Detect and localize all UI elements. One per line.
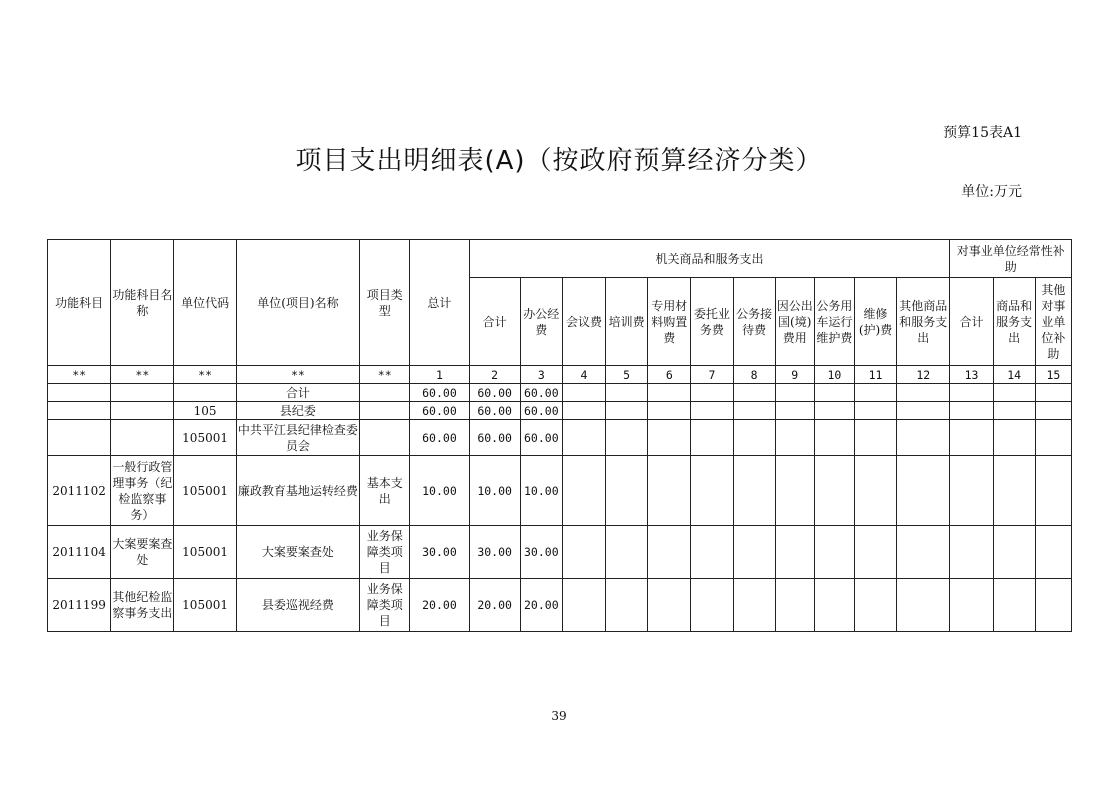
- index-cell: 9: [775, 366, 814, 384]
- index-cell: 6: [648, 366, 691, 384]
- cell-office: 30.00: [520, 526, 562, 579]
- cell-goods-subtotal: 20.00: [469, 579, 520, 632]
- table-row: [48, 579, 1072, 632]
- cell-total: 60.00: [410, 420, 469, 456]
- header-total: 总计: [410, 240, 469, 366]
- header-group-subsidy: 对事业单位经常性补助: [950, 240, 1072, 278]
- index-cell: **: [111, 366, 174, 384]
- index-cell: 12: [897, 366, 950, 384]
- cell-office: 10.00: [520, 456, 562, 526]
- cell-func: 2011104: [48, 526, 111, 579]
- cell-type: [360, 402, 410, 420]
- index-cell: 11: [854, 366, 896, 384]
- cell-name: 县纪委: [236, 402, 359, 420]
- table-row: [48, 526, 1072, 579]
- table-row: [48, 402, 1072, 420]
- cell-func: [48, 420, 111, 456]
- header-goods-col: 公务接待费: [733, 278, 775, 366]
- cell-code: 105001: [174, 420, 236, 456]
- cell-type: 业务保障类项目: [360, 579, 410, 632]
- header-unit-name: 单位(项目)名称: [236, 240, 359, 366]
- index-cell: 13: [950, 366, 993, 384]
- cell-type: [360, 420, 410, 456]
- table-row: [48, 384, 1072, 402]
- cell-code: 105001: [174, 456, 236, 526]
- header-group-goods: 机关商品和服务支出: [469, 240, 950, 278]
- cell-name: 廉政教育基地运转经费: [236, 456, 359, 526]
- index-cell: 15: [1035, 366, 1071, 384]
- header-subsidy-col: 其他对事业单位补助: [1035, 278, 1071, 366]
- index-cell: 14: [993, 366, 1035, 384]
- header-goods-col: 办公经费: [520, 278, 562, 366]
- cell-total: 10.00: [410, 456, 469, 526]
- index-cell: 8: [733, 366, 775, 384]
- cell-type: 业务保障类项目: [360, 526, 410, 579]
- cell-office: 60.00: [520, 420, 562, 456]
- cell-total: 60.00: [410, 402, 469, 420]
- header-subsidy-col: 合计: [950, 278, 993, 366]
- header-func-subject-name: 功能科目名称: [111, 240, 174, 366]
- header-goods-col: 培训费: [606, 278, 648, 366]
- cell-total: 60.00: [410, 384, 469, 402]
- cell-func-name: 其他纪检监察事务支出: [111, 579, 174, 632]
- page-title: 项目支出明细表(A)（按政府预算经济分类）: [295, 146, 823, 176]
- table-row: [48, 420, 1072, 456]
- header-project-type: 项目类型: [360, 240, 410, 366]
- header-goods-col: 专用材料购置费: [648, 278, 691, 366]
- form-number: 预算15表A1: [943, 125, 1022, 141]
- expense-table: [47, 239, 1072, 632]
- cell-goods-subtotal: 60.00: [469, 384, 520, 402]
- cell-func-name: [111, 384, 174, 402]
- cell-name: 中共平江县纪律检查委员会: [236, 420, 359, 456]
- header-func-subject: 功能科目: [48, 240, 111, 366]
- cell-name: 合计: [236, 384, 359, 402]
- cell-code: 105001: [174, 579, 236, 632]
- header-goods-col: 维修(护)费: [854, 278, 896, 366]
- index-cell: 1: [410, 366, 469, 384]
- header-goods-col: 公务用车运行维护费: [814, 278, 854, 366]
- header-unit-code: 单位代码: [174, 240, 236, 366]
- cell-office: 20.00: [520, 579, 562, 632]
- unit-label: 单位:万元: [961, 184, 1022, 200]
- cell-goods-subtotal: 60.00: [469, 402, 520, 420]
- cell-func-name: [111, 402, 174, 420]
- header-goods-col: 委托业务费: [691, 278, 733, 366]
- header-goods-col: 会议费: [562, 278, 605, 366]
- cell-office: 60.00: [520, 402, 562, 420]
- cell-goods-subtotal: 60.00: [469, 420, 520, 456]
- header-goods-col: 其他商品和服务支出: [897, 278, 950, 366]
- cell-func-name: 一般行政管理事务（纪检监察事务）: [111, 456, 174, 526]
- table-row: [48, 456, 1072, 526]
- index-cell: **: [48, 366, 111, 384]
- cell-office: 60.00: [520, 384, 562, 402]
- cell-func: [48, 402, 111, 420]
- cell-func-name: 大案要案查处: [111, 526, 174, 579]
- index-cell: 2: [469, 366, 520, 384]
- cell-func: 2011199: [48, 579, 111, 632]
- cell-name: 大案要案查处: [236, 526, 359, 579]
- index-cell: **: [236, 366, 359, 384]
- index-cell: **: [174, 366, 236, 384]
- index-cell: 10: [814, 366, 854, 384]
- cell-func: 2011102: [48, 456, 111, 526]
- cell-goods-subtotal: 30.00: [469, 526, 520, 579]
- cell-name: 县委巡视经费: [236, 579, 359, 632]
- cell-type: [360, 384, 410, 402]
- cell-code: 105001: [174, 526, 236, 579]
- cell-goods-subtotal: 10.00: [469, 456, 520, 526]
- index-cell: 3: [520, 366, 562, 384]
- cell-total: 20.00: [410, 579, 469, 632]
- cell-total: 30.00: [410, 526, 469, 579]
- cell-type: 基本支出: [360, 456, 410, 526]
- cell-func: [48, 384, 111, 402]
- index-cell: 7: [691, 366, 733, 384]
- header-goods-col: 合计: [469, 278, 520, 366]
- index-cell: 4: [562, 366, 605, 384]
- page-number: 39: [551, 709, 567, 723]
- header-goods-col: 因公出国(境)费用: [775, 278, 814, 366]
- index-cell: **: [360, 366, 410, 384]
- cell-code: [174, 384, 236, 402]
- cell-func-name: [111, 420, 174, 456]
- cell-code: 105: [174, 402, 236, 420]
- index-cell: 5: [606, 366, 648, 384]
- header-subsidy-col: 商品和服务支出: [993, 278, 1035, 366]
